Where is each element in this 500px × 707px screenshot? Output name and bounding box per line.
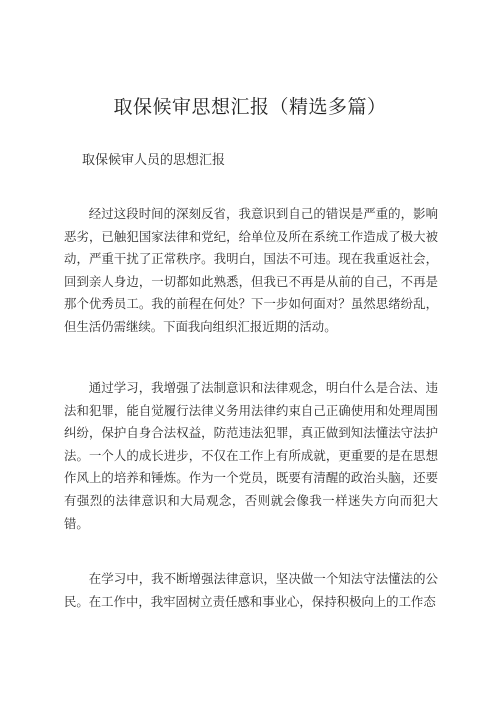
paragraph-1: 经过这段时间的深刻反省，我意识到自己的错误是严重的，影响恶劣，已触犯国家法律和党纪，给单位及所在系统工作造成了极大被动，严重干扰了正常秩序。我明白，国法不可违。现在我重返社会，回到亲人身边，一切都如此熟悉，但我已不再是从前的自己，不再是那个优秀员工。我的前程在何处？下一步如何面对？虽然思绪纷乱，但生活仍需继续。下面我向组织汇报近期的活动。 xyxy=(64,206,438,334)
paragraph-2: 通过学习，我增强了法制意识和法律观念，明白什么是合法、违法和犯罪，能自觉履行法律义务用法律约束自己正确使用和处理周围纠纷，保护自身合法权益，防范违法犯罪，真正做到知法懂法守法护法。一个人的成长进步，不仅在工作上有所成就，更重要的是在思想作风上的培养和锤炼。作为一个党员，既要有清醒的政治头脑，还要有强烈的法律意识和大局观念，否则就会像我一样迷失方向而犯大错。 xyxy=(64,380,438,531)
paragraph-3: 在学习中，我不断增强法律意识，坚决做一个知法守法懂法的公民。在工作中，我牢固树立责任感和事业心，保持积极向上的工作态 xyxy=(64,571,438,609)
document-subtitle: 取保候审人员的思想汇报 xyxy=(82,153,226,168)
document-title: 取保候审思想汇报（精选多篇） xyxy=(113,96,387,118)
